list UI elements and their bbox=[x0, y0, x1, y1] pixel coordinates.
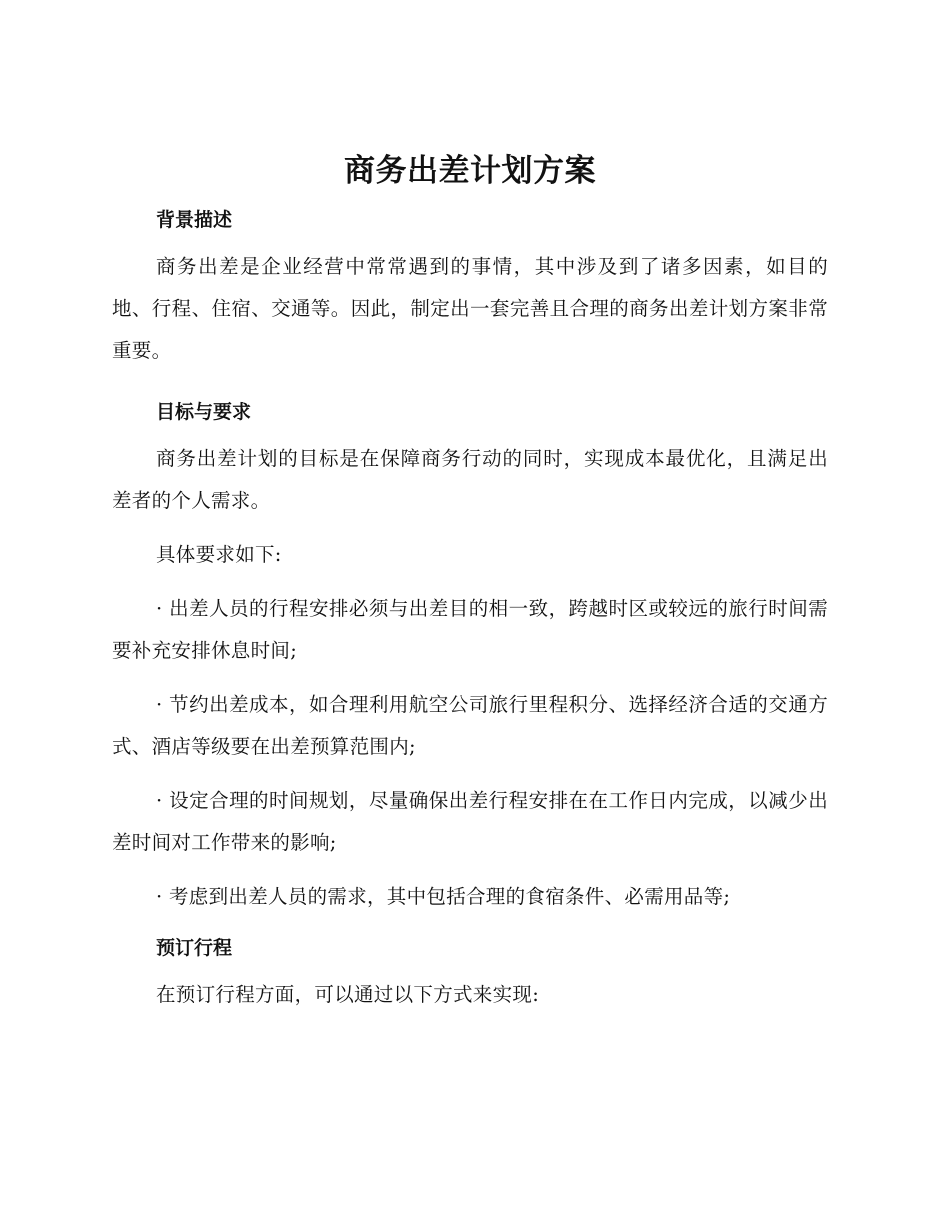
document-content bbox=[112, 150, 828, 1016]
requirement-item: · 出差人员的行程安排必须与出差目的相一致，跨越时区或较远的旅行时间需要补充安排休息时间; bbox=[112, 597, 828, 662]
requirement-item: · 设定合理的时间规划，尽量确保出差行程安排在在工作日内完成，以减少出差时间对工作带来的影响; bbox=[112, 789, 828, 854]
section-heading-booking: 预订行程 bbox=[156, 937, 233, 959]
section-heading-goals: 目标与要求 bbox=[156, 401, 252, 423]
booking-paragraph: 在预订行程方面，可以通过以下方式来实现: bbox=[156, 983, 540, 1006]
requirement-item: · 考虑到出差人员的需求，其中包括合理的食宿条件、必需用品等; bbox=[156, 885, 731, 908]
document-title: 商务出差计划方案 bbox=[344, 153, 596, 189]
goals-paragraph: 商务出差计划的目标是在保障商务行动的同时，实现成本最优化，且满足出差者的个人需求。 bbox=[112, 447, 828, 512]
section-heading-background: 背景描述 bbox=[156, 209, 233, 231]
requirement-item: · 节约出差成本，如合理利用航空公司旅行里程积分、选择经济合适的交通方式、酒店等级要在出差预算范围内; bbox=[112, 693, 828, 758]
requirements-intro: 具体要求如下: bbox=[156, 543, 282, 566]
background-paragraph: 商务出差是企业经营中常常遇到的事情，其中涉及到了诸多因素，如目的地、行程、住宿、交通等。因此，制定出一套完善且合理的商务出差计划方案非常重要。 bbox=[112, 255, 828, 362]
